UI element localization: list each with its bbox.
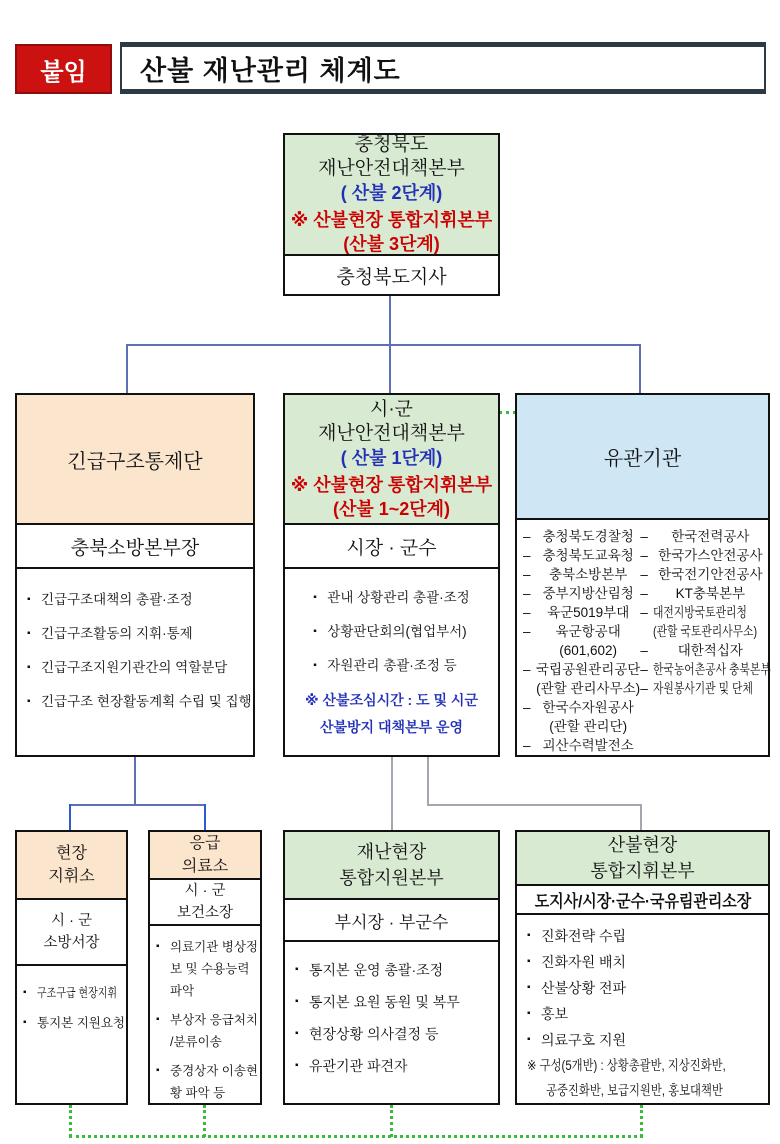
emergency-medical-title-2: 의료소 — [181, 858, 229, 875]
provincial-hq-name-1: 충청북도 — [354, 134, 429, 155]
provincial-hq-name-2: 재난안전대책본부 — [318, 158, 465, 179]
list-item: – 한국전기안전공사 — [640, 565, 767, 584]
rescue-control-officer: 충북소방본부장 — [17, 525, 253, 569]
list-item: ▪ 긴급구조대책의 총괄·조정 — [27, 583, 252, 617]
provincial-hq-officer: 충청북도지사 — [336, 266, 447, 288]
related-orgs-col1 — [523, 527, 640, 755]
field-command-box — [15, 830, 128, 1105]
emergency-medical-title-1: 응급 — [189, 835, 221, 852]
connector-city-stem2 — [427, 757, 429, 806]
rescue-control-header — [17, 395, 253, 525]
related-orgs-col2 — [640, 527, 772, 698]
rescue-control-body — [17, 569, 253, 755]
page-title: 산불 재난관리 체계도 — [120, 42, 766, 94]
connector-dotted-bottom-1 — [69, 1105, 72, 1137]
emergency-medical-officer-2: 보건소장 — [176, 905, 234, 921]
field-command-bullet-list — [23, 978, 137, 1038]
related-orgs-box — [515, 393, 770, 757]
connector-city-horizontal — [427, 804, 642, 806]
city-hq-stage: ( 산불 1단계) — [340, 447, 443, 468]
disaster-support-hq-body — [285, 942, 498, 1103]
connector-dotted-bottom-4 — [640, 1105, 643, 1137]
list-item: ▪ 자원관리 총괄·조정 등 — [313, 649, 469, 683]
connector-drop-fire-command — [640, 804, 642, 831]
emergency-medical-body — [150, 926, 260, 1111]
list-item: – 육군항공대 — [523, 622, 640, 641]
emergency-medical-header — [150, 832, 260, 880]
list-item: (관할 관리단) — [549, 719, 628, 734]
list-item: – 중부지방산림청 — [523, 584, 640, 603]
list-item: ▪ 통지본 지원요청 — [23, 1008, 137, 1038]
list-item: ▪ 의료기관 병상정보 및 수용능력 파악 — [156, 936, 258, 1002]
connector-drop-center — [389, 344, 391, 394]
related-orgs-title: 유관기관 — [603, 448, 682, 470]
connector-rescue-horizontal — [69, 804, 206, 806]
list-item: ▪ 통지본 운영 총괄·조정 — [295, 954, 460, 986]
disaster-support-hq-bullet-list — [295, 954, 460, 1082]
city-hq-note-stage: (산불 1~2단계) — [332, 498, 451, 519]
city-hq-name-1: 시·군 — [369, 398, 414, 420]
provincial-hq-box — [283, 133, 500, 296]
emergency-medical-box — [148, 830, 262, 1105]
list-item: ▪ 통지본 요원 동원 및 복무 — [295, 986, 460, 1018]
list-item: ▪ 긴급구조지원기관간의 역할분담 — [27, 651, 252, 685]
provincial-hq-note: ※ 산불현장 통합지휘본부 — [290, 210, 493, 230]
list-item: (601,602) — [559, 643, 618, 658]
list-item: ▪ 유관기관 파견자 — [295, 1050, 460, 1082]
field-command-title-2: 지휘소 — [48, 868, 95, 885]
connector-dotted-center-right — [499, 411, 516, 414]
fire-command-hq-box — [515, 830, 770, 1105]
list-item: ▪ 홍보 — [527, 1001, 626, 1027]
related-orgs-body — [517, 520, 772, 755]
city-hq-note: ※ 산불현장 통합지휘본부 — [290, 474, 493, 495]
list-item: ▪ 구조구급 현장지휘 — [23, 978, 137, 1008]
list-item: – 대한적십자 — [640, 641, 767, 660]
list-item: ▪ 산불상황 전파 — [527, 975, 626, 1001]
field-command-officer-2: 소방서장 — [43, 935, 100, 951]
emergency-medical-bullet-list — [156, 936, 258, 1111]
list-item: – 괴산수력발전소 — [523, 736, 640, 755]
list-item: – 충청북도경찰청 — [523, 527, 640, 546]
field-command-officer-1: 시 · 군 — [51, 913, 92, 929]
list-item: ▪ 상황판단회의(협업부서) — [313, 615, 469, 649]
fire-command-hq-title-1: 산불현장 — [607, 835, 678, 855]
connector-top-horizontal — [126, 344, 641, 346]
list-item: ▪ 현장상황 의사결정 등 — [295, 1018, 460, 1050]
disaster-support-hq-box — [283, 830, 500, 1105]
related-orgs-header — [517, 395, 768, 520]
list-item: ▪ 중경상자 이송현황 파악 등 — [156, 1060, 258, 1104]
list-item: ▪ 의료구호 지원 — [527, 1027, 626, 1053]
connector-drop-field-command — [69, 804, 71, 831]
list-item: ▪ 진화자원 배치 — [527, 949, 626, 975]
connector-top-stem — [389, 296, 391, 346]
city-hq-blue-note-1: ※ 산불조심시간 : 도 및 시군 — [305, 692, 478, 708]
list-item: – 충청북도교육청 — [523, 546, 640, 565]
list-item: – 한국가스안전공사 — [640, 546, 767, 565]
connector-city-stem1 — [391, 757, 393, 831]
list-item: – 대전지방국토관리청 — [640, 603, 767, 622]
disaster-support-hq-header — [285, 832, 498, 900]
field-command-title-1: 현장 — [56, 845, 87, 862]
list-item: – 자원봉사기관 및 단체 — [640, 679, 767, 698]
provincial-hq-stage: ( 산불 2단계) — [340, 183, 443, 203]
list-item: ▪ 관내 상황관리 총괄·조정 — [313, 581, 469, 615]
fire-command-hq-title-2: 통합지휘본부 — [590, 861, 695, 881]
connector-drop-medical — [204, 804, 206, 831]
field-command-body — [17, 966, 126, 1103]
attachment-tag: 붙임 — [15, 44, 112, 94]
city-hq-box — [283, 393, 500, 757]
disaster-support-hq-officer: 부시장 · 부군수 — [285, 900, 498, 942]
provincial-hq-note-stage: (산불 3단계) — [343, 234, 440, 254]
city-hq-header — [285, 395, 498, 525]
list-item: – 육군5019부대 — [523, 603, 640, 622]
city-hq-name-2: 재난안전대책본부 — [318, 422, 465, 444]
list-item: ▪ 긴급구조 현장활동계획 수립 및 집행 — [27, 685, 252, 719]
city-hq-body — [285, 569, 498, 755]
fire-command-hq-header — [517, 832, 768, 886]
fire-command-hq-note-2: 공중진화반, 보급지원반, 홍보대책반 — [546, 1083, 723, 1098]
list-item: – 한국전력공사 — [640, 527, 767, 546]
emergency-medical-officer — [150, 880, 260, 926]
connector-dotted-bottom-horizontal — [69, 1135, 643, 1138]
fire-command-hq-bullet-list — [527, 923, 626, 1053]
fire-command-hq-body — [517, 915, 768, 1103]
disaster-support-hq-title-2: 통합지원본부 — [339, 868, 444, 888]
city-hq-bullet-list — [313, 581, 469, 683]
list-item: – 국립공원관리공단 — [523, 660, 640, 679]
list-item: – 한국수자원공사 — [523, 698, 640, 717]
list-item: (관할 국토관리사무소) — [653, 624, 758, 639]
provincial-hq-header — [285, 135, 498, 256]
connector-dotted-bottom-3 — [390, 1105, 393, 1137]
list-item: (관할 관리사무소) — [536, 681, 641, 696]
disaster-support-hq-title-1: 재난현장 — [356, 842, 427, 862]
connector-rescue-stem — [134, 757, 136, 806]
fire-command-hq-officer-text: 도지사/시장·군수·국유림관리소장 — [534, 892, 751, 911]
rescue-control-box — [15, 393, 255, 757]
emergency-medical-officer-1: 시 · 군 — [184, 883, 226, 899]
city-hq-officer: 시장 · 군수 — [285, 525, 498, 569]
fire-command-hq-officer — [517, 886, 768, 915]
fire-command-hq-note-1: ※ 구성(5개반) : 상황총괄반, 지상진화반, — [527, 1058, 726, 1073]
connector-drop-left — [126, 344, 128, 394]
list-item: ▪ 부상자 응급처치 /분류이송 — [156, 1009, 258, 1053]
list-item: – 한국농어촌공사 충북본부 — [640, 660, 767, 679]
list-item: – KT충북본부 — [640, 584, 767, 603]
connector-drop-right — [639, 344, 641, 394]
rescue-control-bullet-list — [27, 583, 252, 719]
field-command-header — [17, 832, 126, 900]
city-hq-blue-note-2: 산불방지 대책본부 운영 — [319, 719, 464, 735]
list-item: ▪ 긴급구조활동의 지휘·통제 — [27, 617, 252, 651]
list-item: – 충북소방본부 — [523, 565, 640, 584]
list-item: ▪ 진화전략 수립 — [527, 923, 626, 949]
field-command-officer — [17, 900, 126, 966]
rescue-control-title: 긴급구조통제단 — [67, 450, 203, 473]
